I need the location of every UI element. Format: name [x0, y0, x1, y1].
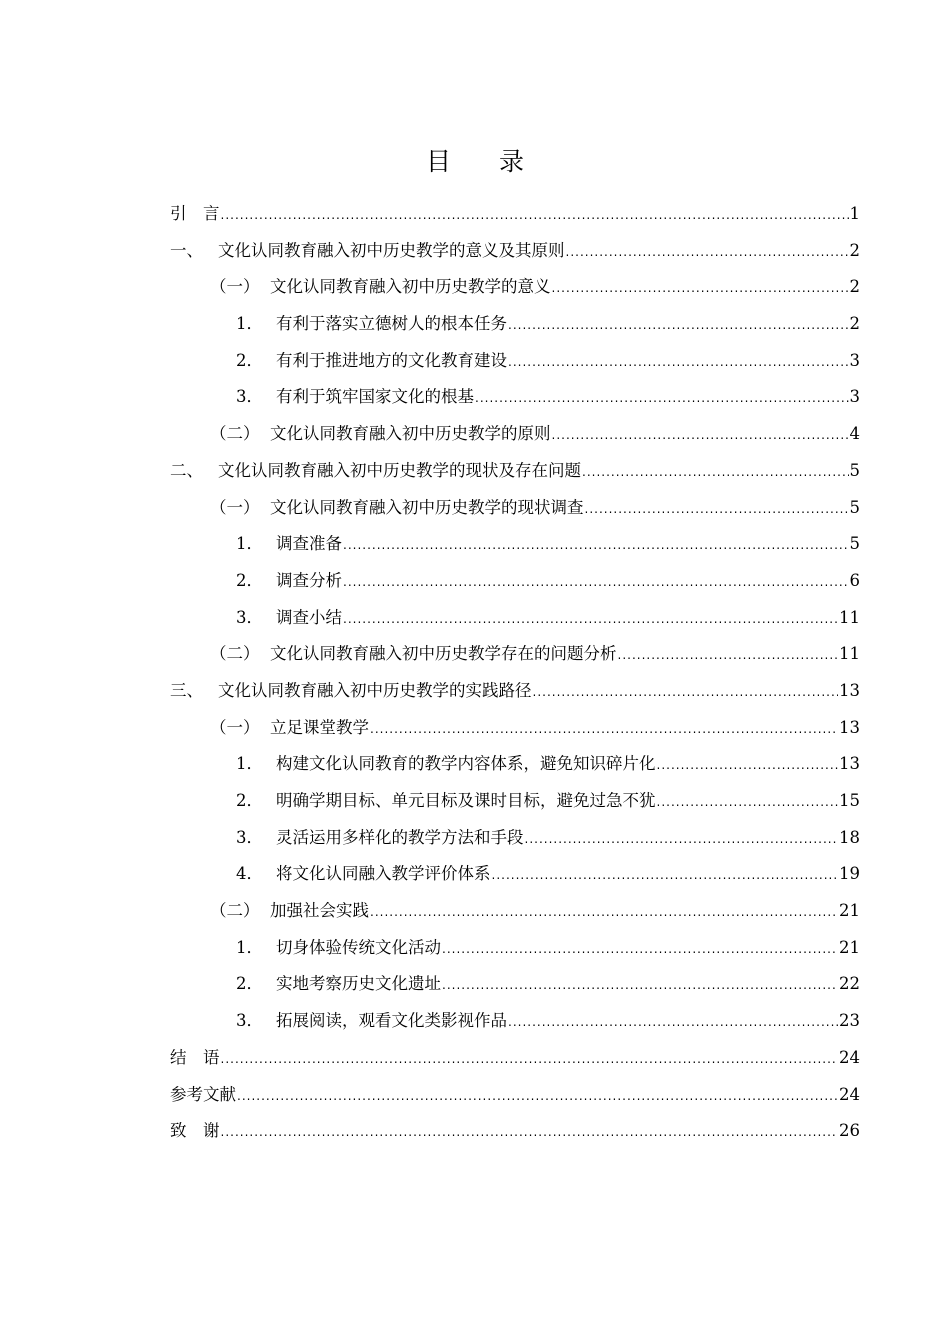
toc-entry-number: 2．	[236, 974, 263, 994]
toc-entry-number: 3．	[236, 1011, 263, 1031]
toc-leader-dots	[370, 894, 838, 931]
toc-entry-number: 1．	[236, 534, 263, 554]
toc-entry[interactable]	[170, 233, 860, 270]
toc-entry-number: 2．	[236, 791, 263, 810]
toc-entry-title: 有利于推进地方的文化教育建设	[276, 350, 507, 370]
toc-page-number: 21	[839, 901, 860, 921]
toc-leader-dots	[585, 491, 849, 528]
toc-leader-dots	[442, 967, 838, 1004]
toc-entry-title: 文化认同教育融入初中历史教学的原则	[270, 424, 551, 444]
toc-entry-title: 立足课堂教学	[270, 717, 369, 737]
toc-leader-dots	[533, 674, 839, 711]
toc-entry-number: 1．	[236, 314, 263, 334]
toc-entry-title: 文化认同教育融入初中历史教学的意义	[270, 277, 551, 297]
toc-entry-title: 文化认同教育融入初中历史教学的实践路径	[218, 680, 532, 700]
toc-entry-title: 文化认同教育融入初中历史教学的现状及存在问题	[218, 460, 581, 480]
toc-entry-title: 调查准备	[276, 534, 342, 554]
toc-page-number: 11	[839, 644, 860, 664]
toc-entry-title: 引 言	[170, 204, 220, 223]
toc-entry-title: 构建文化认同教育的教学内容体系，避免知识碎片化	[276, 754, 656, 774]
toc-entry[interactable]	[170, 563, 860, 600]
toc-entry[interactable]	[170, 856, 860, 893]
toc-leader-dots	[657, 747, 839, 784]
toc-page-number: 13	[839, 680, 860, 700]
toc-entry-title: 调查分析	[276, 570, 342, 590]
toc-leader-dots	[475, 380, 849, 417]
toc-entry-number: 3．	[236, 607, 263, 627]
toc-entry[interactable]	[170, 710, 860, 747]
toc-entry-number: 二、	[170, 460, 203, 480]
toc-page-number: 6	[849, 570, 860, 590]
toc-leader-dots	[566, 234, 849, 271]
toc-leader-dots	[221, 1041, 839, 1078]
toc-leader-dots	[508, 344, 849, 381]
toc-entry[interactable]	[170, 966, 860, 1003]
toc-entry-title: 将文化认同融入教学评价体系	[276, 864, 491, 884]
toc-entry[interactable]	[170, 416, 860, 453]
toc-entry-title: 文化认同教育融入初中历史教学的意义及其原则	[218, 240, 565, 260]
toc-entry-number: （二）	[210, 901, 260, 921]
toc-entry[interactable]	[170, 1113, 860, 1150]
toc-page-number: 26	[839, 1121, 860, 1141]
toc-leader-dots	[492, 857, 839, 894]
toc-entry-title: 切身体验传统文化活动	[276, 937, 441, 957]
toc-entry-title: 调查小结	[276, 607, 342, 627]
toc-leader-dots	[657, 784, 839, 821]
toc-page-number: 19	[839, 864, 860, 884]
toc-entry-title: 文化认同教育融入初中历史教学的现状调查	[270, 497, 584, 517]
toc-entry-title: 实地考察历史文化遗址	[276, 974, 441, 994]
toc-page-number: 2	[849, 277, 860, 297]
toc-page-number: 23	[839, 1011, 860, 1031]
toc-entry-number: （一）	[210, 497, 260, 517]
toc-page-number: 22	[839, 974, 860, 994]
toc-page-number: 5	[849, 460, 860, 480]
toc-page-number: 1	[849, 204, 860, 223]
toc-page-number: 3	[849, 350, 860, 370]
toc-leader-dots	[343, 527, 849, 564]
toc-entry[interactable]	[170, 1040, 860, 1077]
toc-entry-title: 灵活运用多样化的教学方法和手段	[276, 827, 524, 847]
toc-entry[interactable]	[170, 746, 860, 783]
toc-entry[interactable]	[170, 196, 860, 233]
toc-entry[interactable]	[170, 820, 860, 857]
toc-entry-title: 致 谢	[170, 1121, 220, 1141]
toc-entry-title: 文化认同教育融入初中历史教学存在的问题分析	[270, 644, 617, 664]
toc-entry-title: 参考文献	[170, 1084, 236, 1104]
toc-entry-title: 有利于筑牢国家文化的根基	[276, 387, 474, 407]
toc-entry-title: 加强社会实践	[270, 901, 369, 921]
toc-entry[interactable]	[170, 306, 860, 343]
toc-entry[interactable]	[170, 673, 860, 710]
toc-entry-title: 拓展阅读，观看文化类影视作品	[276, 1011, 507, 1031]
toc-leader-dots	[237, 1078, 838, 1115]
toc-entry[interactable]	[170, 490, 860, 527]
toc-entry[interactable]	[170, 526, 860, 563]
toc-leader-dots	[525, 821, 839, 858]
toc-entry[interactable]	[170, 600, 860, 637]
toc-entry-number: 1．	[236, 754, 263, 774]
toc-page-number: 13	[839, 717, 860, 737]
toc-entry-number: 三、	[170, 680, 203, 700]
toc-leader-dots	[582, 454, 849, 491]
toc-page-number: 11	[839, 607, 860, 627]
toc-entry[interactable]	[170, 343, 860, 380]
toc-leader-dots	[221, 197, 849, 234]
toc-leader-dots	[552, 417, 849, 454]
toc-leader-dots	[343, 601, 838, 638]
toc-leader-dots	[221, 1114, 839, 1151]
toc-entry[interactable]	[170, 379, 860, 416]
toc-leader-dots	[442, 931, 838, 968]
toc-entry-title: 结 语	[170, 1047, 220, 1067]
toc-entry[interactable]	[170, 453, 860, 490]
toc-entry-title: 明确学期目标、单元目标及课时目标，避免过急不犹	[276, 791, 656, 810]
toc-entry-number: （一）	[210, 277, 260, 297]
toc-entry-number: 3．	[236, 387, 263, 407]
toc-page-number: 5	[849, 497, 860, 517]
toc-page-number: 2	[849, 314, 860, 334]
toc-page-number: 24	[839, 1084, 860, 1104]
toc-leader-dots	[508, 307, 849, 344]
toc-leader-dots	[552, 270, 849, 307]
toc-title: 目录	[425, 147, 572, 176]
toc-entry[interactable]	[170, 783, 860, 820]
toc-entry[interactable]	[170, 269, 860, 306]
toc-page-number: 15	[839, 791, 860, 810]
toc-entry[interactable]	[170, 636, 860, 673]
toc-list	[170, 196, 860, 1150]
toc-entry-number: 4．	[236, 864, 263, 884]
toc-page-number: 13	[839, 754, 860, 774]
toc-entry-number: 一、	[170, 240, 203, 260]
toc-page-number: 24	[839, 1047, 860, 1067]
toc-page-number: 21	[839, 937, 860, 957]
toc-entry-number: 2．	[236, 570, 263, 590]
toc-entry[interactable]	[170, 1077, 860, 1114]
toc-page-number: 4	[849, 424, 860, 444]
toc-entry-number: （二）	[210, 644, 260, 664]
toc-page-number: 5	[849, 534, 860, 554]
toc-entry-number: （一）	[210, 717, 260, 737]
toc-entry[interactable]	[170, 1003, 860, 1040]
toc-leader-dots	[508, 1004, 838, 1041]
toc-leader-dots	[343, 564, 849, 601]
toc-entry[interactable]	[170, 930, 860, 967]
toc-leader-dots	[370, 711, 838, 748]
toc-page-number: 18	[839, 827, 860, 847]
toc-page-number: 2	[849, 240, 860, 260]
toc-entry-number: 2．	[236, 350, 263, 370]
toc-entry-number: 3．	[236, 827, 263, 847]
toc-page-number: 3	[849, 387, 860, 407]
toc-leader-dots	[618, 637, 839, 674]
toc-entry[interactable]	[170, 893, 860, 930]
toc-entry-title: 有利于落实立德树人的根本任务	[276, 314, 507, 334]
toc-entry-number: （二）	[210, 424, 260, 444]
toc-entry-number: 1．	[236, 937, 263, 957]
